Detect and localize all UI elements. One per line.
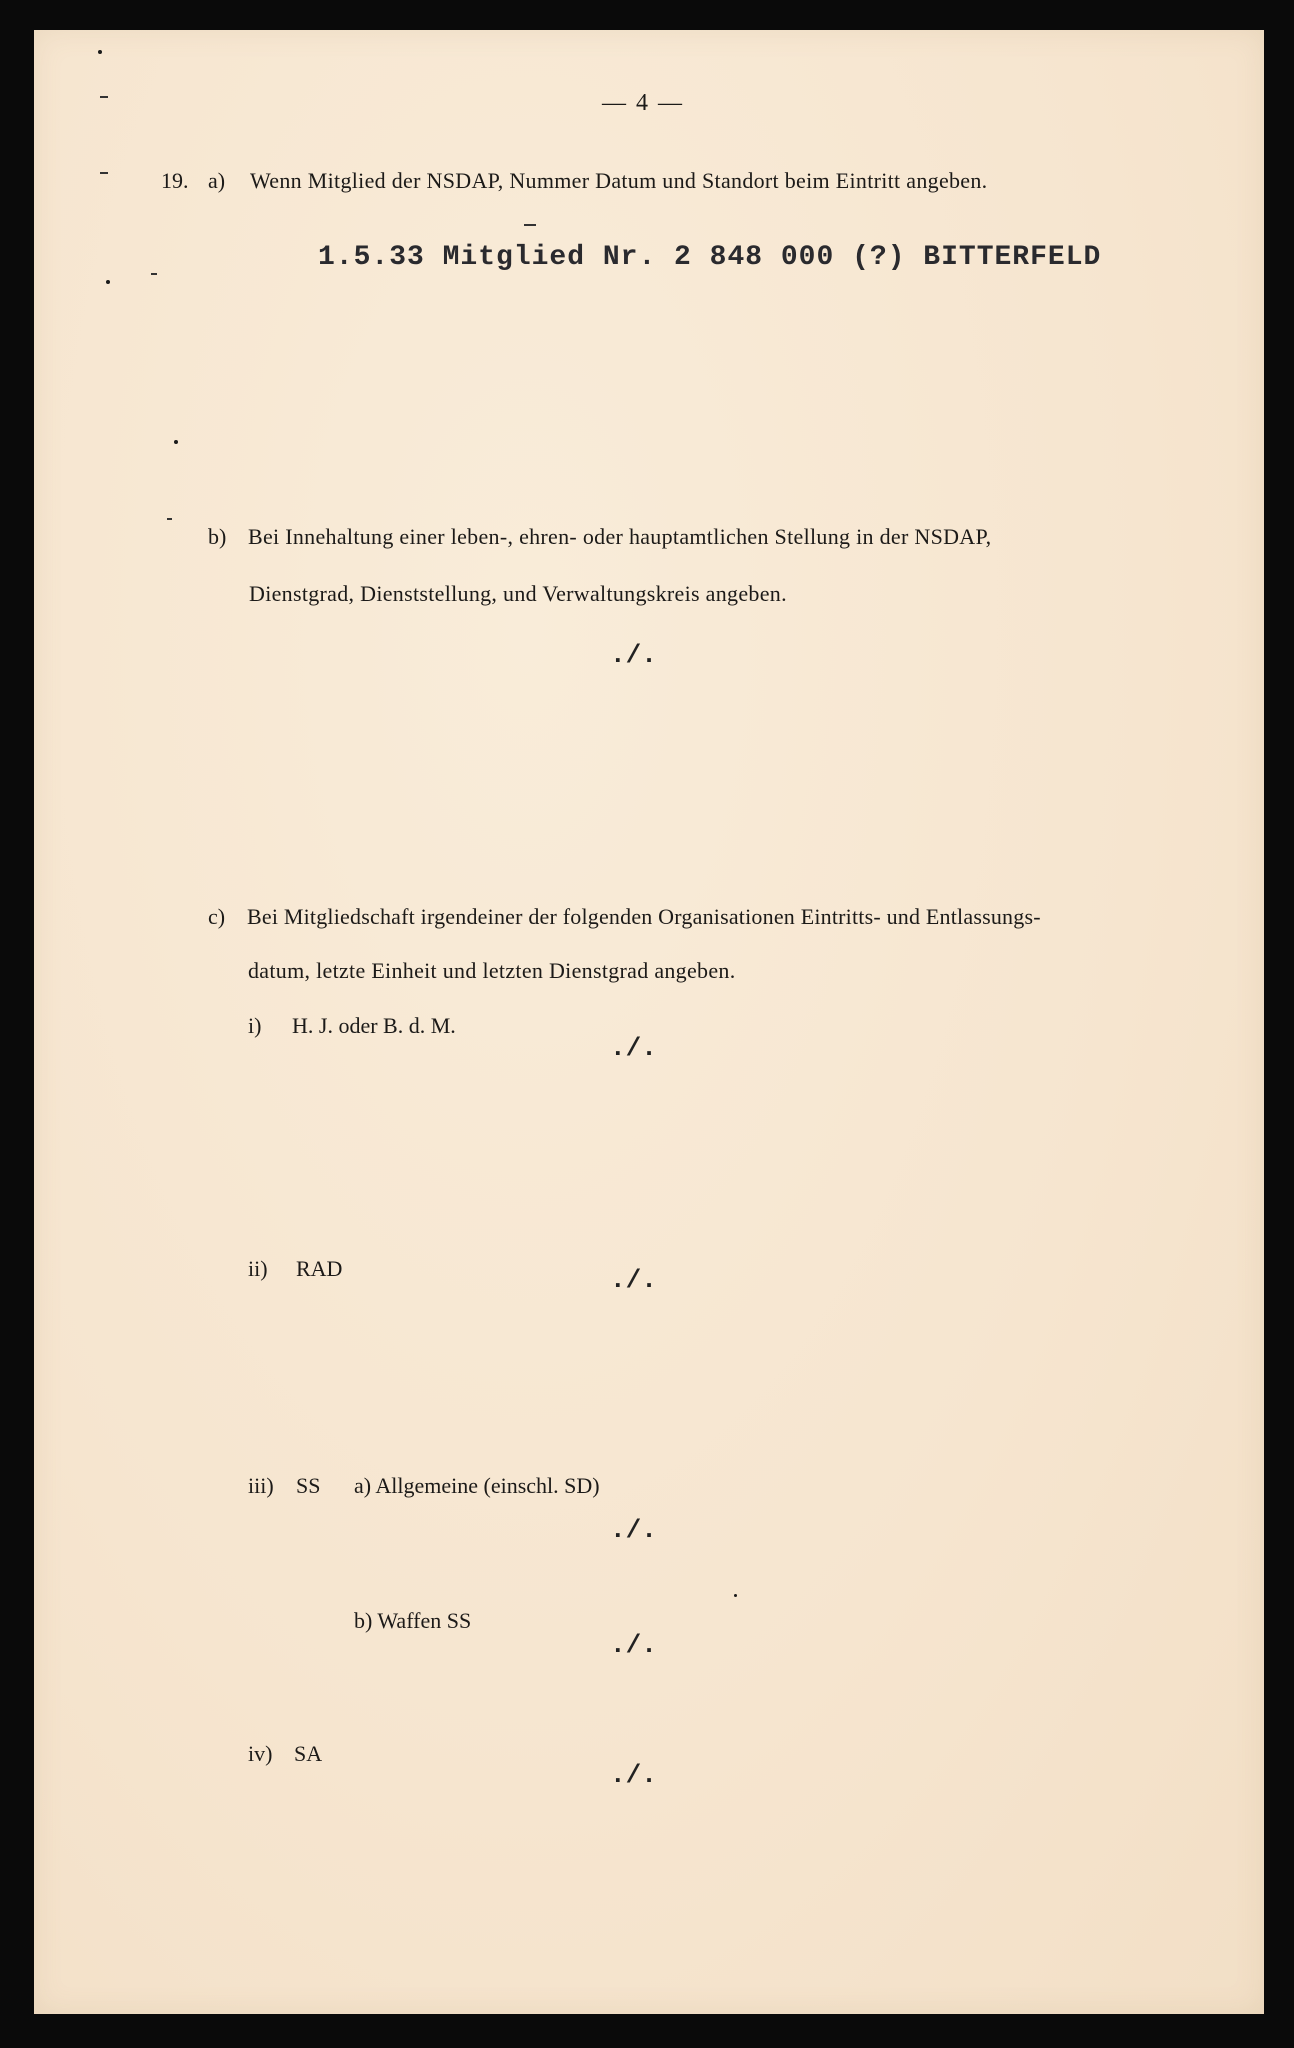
question-a-letter: a) [208,168,226,193]
question-a-answer: 1.5.33 Mitglied Nr. 2 848 000 (?) BITTERFELD [318,242,1102,273]
item-i-text: H. J. oder B. d. M. [292,1013,456,1038]
question-b-line1: Bei Innehaltung einer leben-, ehren- oder hauptamtlichen Stellung in der NSDAP, [248,524,992,549]
paper-speck [98,50,102,54]
item-iv-answer: ./. [610,1760,657,1790]
item-iii-sub-a-answer: ./. [610,1515,657,1545]
paper-speck [167,518,172,520]
paper-speck [151,273,157,275]
paper-speck [734,1594,737,1597]
question-number: 19. [161,168,189,193]
question-b-answer: ./. [610,640,657,670]
question-b-letter: b) [208,524,227,549]
item-iii-sub-b-answer: ./. [610,1630,657,1660]
item-ii-label: ii) [248,1256,268,1281]
item-iii-sub-a-text: a) Allgemeine (einschl. SD) [354,1473,600,1498]
question-a-text: Wenn Mitglied der NSDAP, Nummer Datum und Standort beim Eintritt angeben. [250,168,988,193]
item-ii-text: RAD [296,1256,343,1281]
item-i-answer: ./. [610,1033,657,1063]
page-number: — 4 — [602,90,684,116]
paper-speck [106,280,110,284]
paper-speck [174,440,178,444]
question-c-line2: datum, letzte Einheit und letzten Dienstgrad angeben. [248,958,736,983]
item-iv-label: iv) [248,1741,273,1766]
paper-speck [100,172,108,174]
item-iii-sub-b-text: b) Waffen SS [354,1608,472,1633]
question-c-line1: Bei Mitgliedschaft irgendeiner der folgenden Organisationen Eintritts- und Entlassungs- [247,904,1041,929]
item-ii-answer: ./. [610,1265,657,1295]
document-page [34,30,1264,2014]
paper-speck [524,224,536,226]
question-b-line2: Dienstgrad, Dienststellung, und Verwaltungskreis angeben. [249,581,787,606]
question-c-letter: c) [208,904,226,929]
paper-speck [100,96,108,98]
item-i-label: i) [248,1013,262,1038]
item-iii-label: iii) [248,1473,274,1498]
item-iii-text: SS [296,1473,321,1498]
item-iv-text: SA [294,1741,323,1766]
